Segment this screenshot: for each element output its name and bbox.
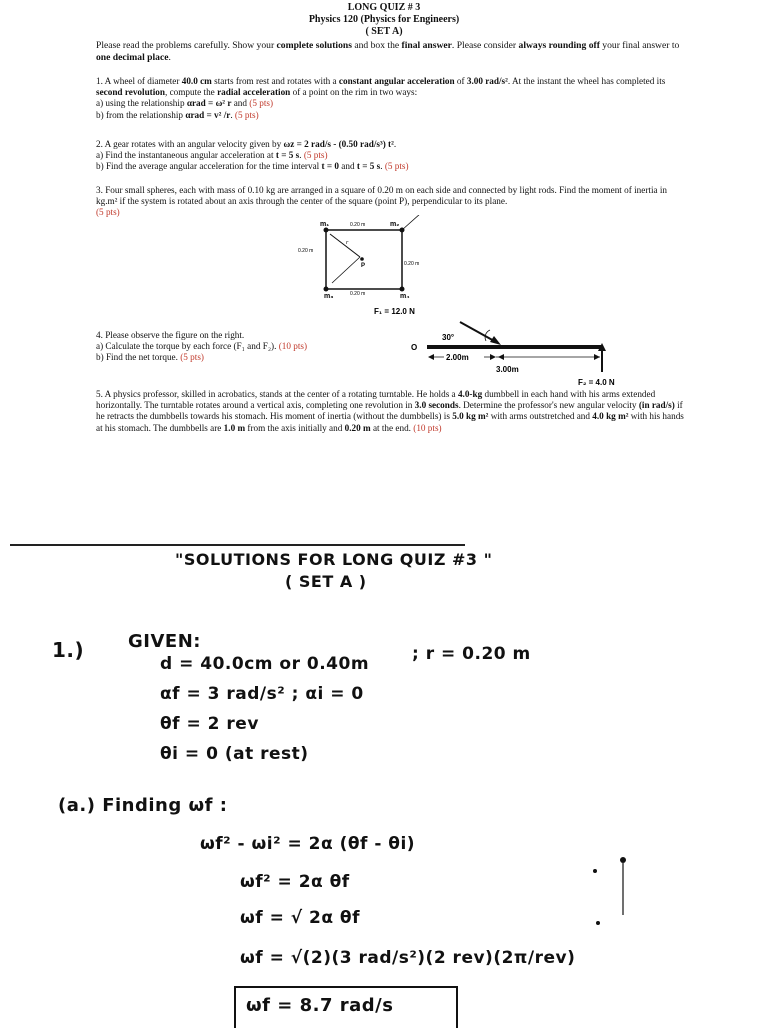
p1-text: of a point on the rim in two ways:	[290, 87, 418, 98]
mass-m1-dot	[324, 228, 329, 233]
ink-dot	[593, 869, 597, 873]
instr-text: your final answer to	[599, 40, 680, 51]
p1-text: starts from rest and rotates with a	[211, 76, 339, 86]
problem-2a	[96, 150, 686, 161]
p5-text: at the end.	[370, 422, 414, 433]
radius-line	[330, 234, 360, 257]
p4b-points: (5 pts)	[180, 352, 204, 363]
problem-4	[96, 330, 396, 364]
p1b-eq: αrad = v² /r	[185, 109, 231, 120]
problem-1-statement	[96, 76, 686, 98]
course-title: Physics 120 (Physics for Engineers)	[308, 14, 460, 25]
torque-beam-diagram	[370, 300, 620, 392]
p4a-points: (10 pts)	[278, 341, 308, 352]
square-rods	[326, 230, 402, 289]
bottom-side-label: 0.20 m	[350, 291, 366, 297]
d1-arrow-left	[428, 354, 434, 360]
p1-text: 1. A wheel of diameter	[96, 76, 182, 86]
d1-arrow-right	[490, 354, 496, 360]
p5-text: from the axis initially and	[245, 422, 345, 433]
p1b-text: b) from the relationship	[96, 109, 186, 120]
p1-bold: 3.00 rad/s²	[466, 76, 508, 86]
problem-2b	[96, 161, 686, 172]
p1a-points: (5 pts)	[249, 98, 274, 109]
d1-label: 2.00m	[446, 353, 469, 362]
stray-marks	[590, 855, 640, 935]
instructions	[96, 40, 686, 64]
p2b-bold: t = 5 s	[356, 161, 381, 172]
m3-label: m₃	[324, 293, 334, 300]
equation-2: ωf² = 2α θf	[240, 872, 350, 892]
p3-text: 3. Four small spheres, each with mass of 0.10 kg are arranged in a square of 0.20 m on each side and connected by light rods. Find the moment of inertia in kg.m² if the system is rotated about an axis through the center of the square (point P), perpendicular to its plane.	[96, 185, 668, 207]
problem-1a	[96, 98, 686, 109]
p2b-bold: t = 0	[321, 161, 339, 172]
section-divider	[10, 544, 465, 546]
p1b-points: (5 pts)	[234, 109, 259, 120]
solutions-title: "SOLUTIONS FOR LONG QUIZ #3 "	[175, 550, 493, 569]
d2-arrow-left	[498, 354, 504, 360]
instr-text: and box the	[351, 40, 402, 51]
problem-1b	[96, 110, 686, 121]
problem-4a	[96, 341, 396, 352]
problem-3	[96, 185, 686, 219]
instr-text: Please read the problems carefully. Show your	[96, 40, 277, 51]
p1a-text: and	[231, 98, 250, 109]
p5-bold: (in rad/s)	[638, 400, 675, 411]
f1-arrow-head	[490, 336, 501, 345]
instr-bold: always rounding off	[518, 40, 600, 51]
p2b-points: (5 pts)	[384, 161, 409, 172]
p5-bold: 3.0 seconds	[414, 400, 459, 411]
p1-bold: radial acceleration	[217, 87, 291, 98]
p5-bold: 5.0 kg m²	[452, 411, 489, 422]
instr-bold: complete solutions	[276, 40, 352, 51]
given-radius: ; r = 0.20 m	[412, 644, 531, 664]
p5-bold: 4.0 kg m²	[592, 411, 629, 422]
p1-text: of	[454, 76, 467, 86]
angle-label: 30°	[442, 333, 455, 342]
p5-bold: 0.20 m	[344, 422, 371, 433]
p2a-text: .	[299, 150, 304, 161]
solutions-subtitle: ( SET A )	[285, 572, 367, 591]
problem-5	[96, 389, 686, 434]
equation-4: ωf = √(2)(3 rad/s²)(2 rev)(2π/rev)	[240, 948, 576, 968]
point-p-dot	[360, 257, 364, 261]
part-a-heading: (a.) Finding ωf :	[58, 795, 228, 816]
p5-text: if he retracts the dumbbells towards his stomach. His moment of inertia (without the dumbbells) is	[96, 400, 683, 422]
left-side-label: 0.20 m	[298, 248, 314, 254]
p2a-bold: t = 5 s	[275, 150, 300, 161]
p1-text: , compute the	[165, 87, 218, 98]
problem-number: 1.)	[52, 638, 85, 662]
problem-1	[96, 76, 686, 121]
p5-text: 5. A physics professor, skilled in acrobatics, stands at the center of a rotating turntable. He holds a	[96, 389, 458, 399]
problem-2	[96, 139, 686, 173]
instr-text: .	[168, 52, 171, 63]
problem-4b	[96, 352, 396, 363]
f2-label: F₂ = 4.0 N	[578, 378, 615, 387]
p4a-text: a) Calculate the torque by each force (F₁ and F₂).	[96, 341, 279, 352]
p1-text: . At the instant the wheel has completed its	[507, 76, 666, 86]
m4-label: m₄	[400, 293, 410, 300]
given-theta-final: θf = 2 rev	[160, 714, 259, 734]
given-diameter: d = 40.0cm or 0.40m	[160, 654, 370, 674]
ink-dot	[620, 857, 626, 863]
p2b-text: and	[339, 161, 357, 172]
beam	[427, 345, 602, 349]
instr-bold: final answer	[401, 40, 452, 51]
mass-m3-dot	[324, 287, 329, 292]
f1-label: F₁ = 12.0 N	[374, 307, 415, 316]
p2a-points: (5 pts)	[303, 150, 328, 161]
p2-bold: ωz = 2 rad/s - (0.50 rad/s³) t²	[283, 139, 394, 149]
p5-bold: 4.0-kg	[457, 389, 483, 399]
problem-2-statement	[96, 139, 686, 150]
final-answer: ωf = 8.7 rad/s	[246, 995, 394, 1016]
p1b-text: .	[230, 109, 235, 120]
instr-text: . Please consider	[451, 40, 519, 51]
p5-text: . Determine the professor's new angular velocity	[458, 400, 639, 411]
p5-text: with his hands at his stomach. The dumbbells are	[96, 411, 684, 433]
radius-label: r	[346, 240, 349, 246]
set-label: ( SET A)	[365, 26, 403, 37]
p1a-eq: αrad = ω² r	[186, 98, 232, 109]
p2a-text: a) Find the instantaneous angular acceleration at	[96, 150, 276, 161]
p1a-text: a) using the relationship	[96, 98, 187, 109]
given-theta-initial: θi = 0 (at rest)	[160, 744, 309, 764]
m2-label: m₂	[390, 221, 400, 228]
p4b-text: b) Find the net torque.	[96, 352, 181, 363]
p2-text: .	[393, 139, 397, 149]
axis-line	[402, 215, 430, 230]
pivot-o-label: O	[411, 343, 418, 352]
p5-points: (10 pts)	[413, 422, 442, 433]
top-side-label: 0.20 m	[350, 222, 366, 228]
p2b-text: .	[380, 161, 385, 172]
f1-arrow-shaft	[460, 322, 496, 342]
p5-text: with arms outstretched and	[488, 411, 593, 422]
instr-bold: one decimal place	[96, 52, 169, 63]
d2-label: 3.00m	[496, 365, 519, 374]
mass-m4-dot	[400, 287, 405, 292]
point-p-label: P	[361, 263, 366, 269]
p1-bold: constant angular acceleration	[338, 76, 455, 86]
d2-arrow-right	[594, 354, 600, 360]
p1-bold: 40.0 cm	[181, 76, 212, 86]
right-side-label: 0.20 m	[404, 261, 420, 267]
equation-3: ωf = √ 2α θf	[240, 908, 361, 928]
equation-1: ωf² - ωi² = 2α (θf - θi)	[200, 834, 416, 854]
p4-text: 4. Please observe the figure on the right.	[96, 330, 245, 340]
quiz-title: LONG QUIZ # 3	[347, 2, 421, 13]
ink-dot	[596, 921, 600, 925]
given-acceleration: αf = 3 rad/s² ; αi = 0	[160, 684, 364, 704]
p2b-text: b) Find the average angular acceleration for the time interval	[96, 161, 322, 172]
diag-line	[332, 257, 360, 283]
given-heading: GIVEN:	[128, 631, 201, 652]
p5-text: dumbbell in each hand with his arms extended horizontally. The turntable rotates around a vertical axis, completing one revolution in	[96, 389, 656, 411]
p5-bold: 1.0 m	[223, 422, 246, 433]
quiz-header	[0, 2, 768, 38]
p1-bold: second revolution	[96, 87, 165, 98]
p3-points: (5 pts)	[96, 207, 120, 218]
m1-label: m₁	[320, 221, 330, 228]
p2-text: 2. A gear rotates with an angular velocity given by	[96, 139, 284, 149]
